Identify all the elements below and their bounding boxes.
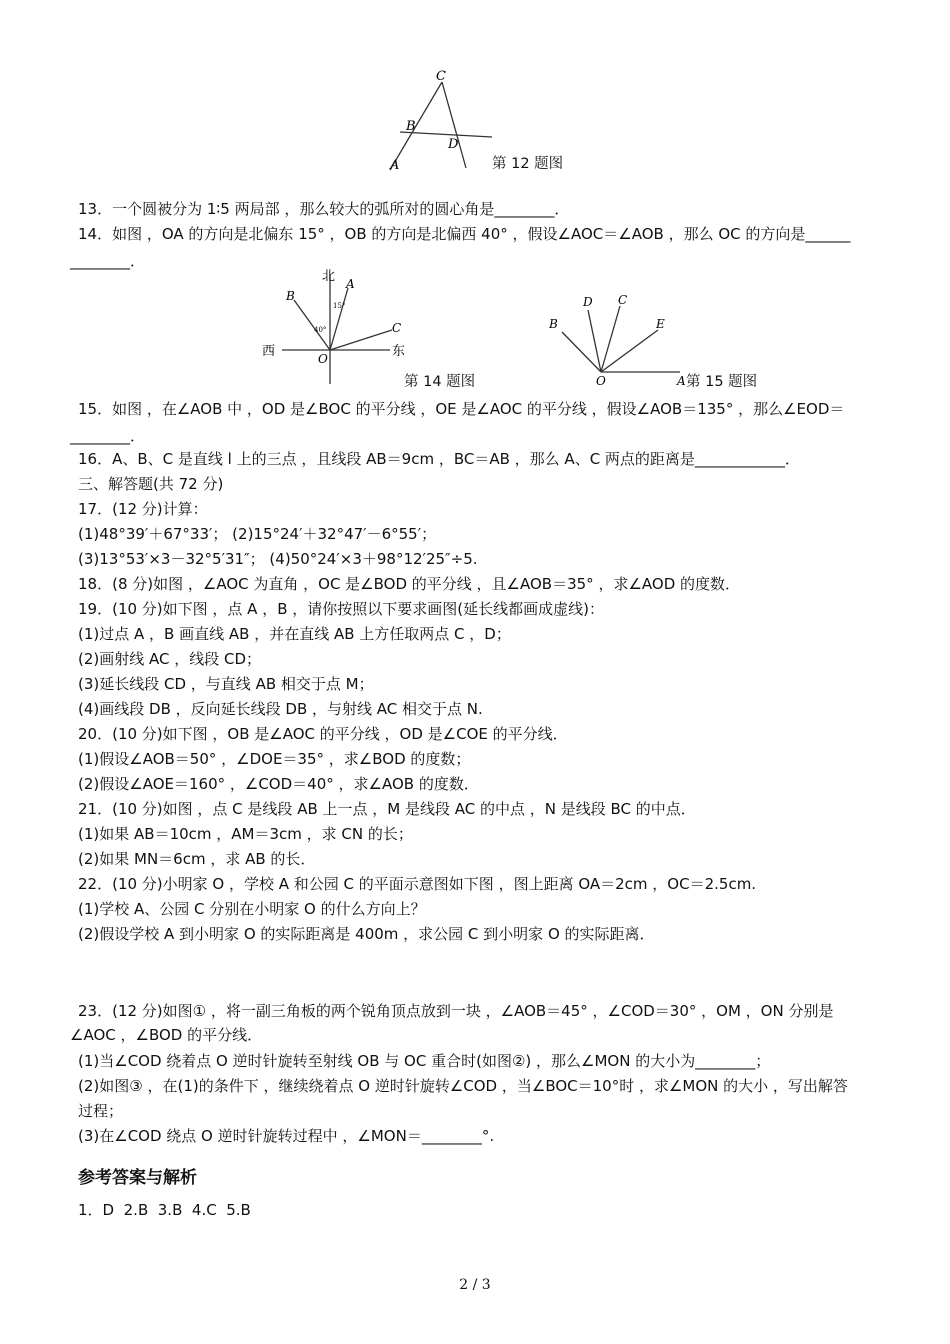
question-17: 17．(12 分)计算：: [78, 500, 208, 518]
answers: 1．D 2.B 3.B 4.C 5.B: [78, 1201, 251, 1219]
label-north: 北: [322, 269, 336, 284]
label-C: C: [392, 321, 402, 335]
label-O: O: [318, 352, 328, 366]
label-B: B: [286, 289, 295, 303]
ray-OD: [588, 310, 601, 372]
label-west: 西: [262, 344, 276, 359]
question-23-part-3: (3)在∠COD 绕点 O 逆时针旋转过程中 ，∠MON＝________°.: [78, 1127, 495, 1145]
ray-OC: [330, 330, 392, 350]
question-14: 14．如图 ，OA 的方向是北偏东 15° ，OB 的方向是北偏西 40° ，假设∠AOC＝∠AOB ，那么 OC 的方向是______: [78, 225, 851, 243]
ray-OC: [601, 306, 620, 372]
question-14-blank: ________．: [70, 252, 146, 270]
question-22: 22．(10 分)小明家 O ，学校 A 和公园 C 的平面示意图如下图 ，图上距离 OA＝2cm ，OC＝2.5cm.: [78, 875, 757, 893]
figure-15: [540, 286, 690, 388]
question-19: 19．(10 分)如下图 ，点 A ，B ，请你按照以下要求画图(延长线都画成虚线)：: [78, 600, 604, 618]
label-A: A: [677, 374, 686, 388]
question-15-blank: ________．: [70, 427, 146, 445]
page-number: 2 / 3: [459, 1277, 491, 1293]
label-C: C: [436, 69, 446, 84]
ray-OB: [562, 332, 601, 372]
label-A: A: [346, 277, 355, 291]
question-21: 21．(10 分)如图 ，点 C 是线段 AB 上一点 ，M 是线段 AC 的中点 ，N 是线段 BC 的中点．: [78, 800, 696, 818]
section-heading: 三、解答题(共 72 分): [78, 475, 224, 493]
label-angle15: 15°: [333, 302, 346, 310]
figure-15-caption: 第 15 题图: [686, 374, 758, 390]
question-20-part-1: (1)假设∠AOB＝50° ，∠DOE＝35° ，求∠BOD 的度数；: [78, 750, 471, 768]
question-13: 13．一个圆被分为 1∶5 两局部 ，那么较大的弧所对的圆心角是________．: [78, 200, 570, 218]
label-C: C: [618, 293, 628, 307]
label-O: O: [596, 374, 606, 388]
question-23-part-2-cont: 过程；: [78, 1102, 124, 1120]
ray-OE: [601, 330, 658, 372]
label-E: E: [656, 317, 665, 331]
ray-OA: [330, 288, 348, 350]
label-east: 东: [392, 344, 406, 359]
line-AC: [390, 82, 442, 170]
figure-14-caption: 第 14 题图: [404, 374, 476, 390]
question-23: 23．(12 分)如图① ，将一副三角板的两个锐角顶点放到一块 ，∠AOB＝45° ，∠COD＝30° ，OM ，ON 分别是: [78, 1002, 834, 1020]
question-21-part-2: (2)如果 MN＝6cm ，求 AB 的长．: [78, 850, 316, 868]
label-A: A: [390, 158, 400, 173]
question-16: 16．A、B、C 是直线 l 上的三点 ，且线段 AB＝9cm ，BC＝AB ，那么 A、C 两点的距离是____________．: [78, 450, 800, 468]
question-17-part-1-2: (1)48°39′＋67°33′； (2)15°24′＋32°47′－6°55′；: [78, 525, 437, 543]
question-19-part-4: (4)画线段 DB ，反向延长线段 DB ，与射线 AC 相交于点 N.: [78, 700, 483, 718]
question-22-part-2: (2)假设学校 A 到小明家 O 的实际距离是 400m ，求公园 C 到小明家 O 的实际距离．: [78, 925, 655, 943]
question-20: 20．(10 分)如下图 ，OB 是∠AOC 的平分线 ，OD 是∠COE 的平分线．: [78, 725, 568, 743]
label-B: B: [406, 119, 416, 134]
label-B: B: [549, 317, 558, 331]
question-23-cont: ∠AOC ，∠BOD 的平分线．: [70, 1026, 263, 1044]
ray-OB: [294, 300, 330, 350]
question-19-part-1: (1)过点 A ，B 画直线 AB ，并在直线 AB 上方任取两点 C ，D；: [78, 625, 511, 643]
question-17-part-3-4: (3)13°53′×3－32°5′31″； (4)50°24′×3＋98°12′25″÷5.: [78, 550, 478, 568]
question-19-part-3: (3)延长线段 CD ，与直线 AB 相交于点 M；: [78, 675, 374, 693]
question-23-part-1: (1)当∠COD 绕着点 O 逆时针旋转至射线 OB 与 OC 重合时(如图②) ，那么∠MON 的大小为________；: [78, 1052, 771, 1070]
label-D: D: [448, 137, 459, 152]
question-19-part-2: (2)画射线 AC ，线段 CD；: [78, 650, 262, 668]
question-23-part-2: (2)如图③ ，在(1)的条件下 ，继续绕着点 O 逆时针旋转∠COD ，当∠BOC＝10°时 ，求∠MON 的大小 ，写出解答: [78, 1077, 848, 1095]
line-CD: [442, 82, 466, 168]
label-D: D: [583, 295, 593, 309]
figure-12-caption: 第 12 题图: [492, 156, 564, 172]
label-angle40: 40°: [314, 326, 327, 334]
question-22-part-1: (1)学校 A、公园 C 分别在小明家 O 的什么方向上？: [78, 900, 426, 918]
answers-heading: 参考答案与解析: [78, 1168, 197, 1188]
question-20-part-2: (2)假设∠AOE＝160° ，∠COD＝40° ，求∠AOB 的度数．: [78, 775, 479, 793]
question-21-part-1: (1)如果 AB＝10cm ，AM＝3cm ，求 CN 的长；: [78, 825, 413, 843]
figure-14: [256, 264, 416, 388]
question-18: 18．(8 分)如图 ，∠AOC 为直角 ，OC 是∠BOD 的平分线 ，且∠AOB＝35° ，求∠AOD 的度数．: [78, 575, 741, 593]
question-15: 15．如图 ，在∠AOB 中 ，OD 是∠BOC 的平分线 ，OE 是∠AOC 的平分线 ，假设∠AOB＝135° ，那么∠EOD＝: [78, 400, 845, 418]
